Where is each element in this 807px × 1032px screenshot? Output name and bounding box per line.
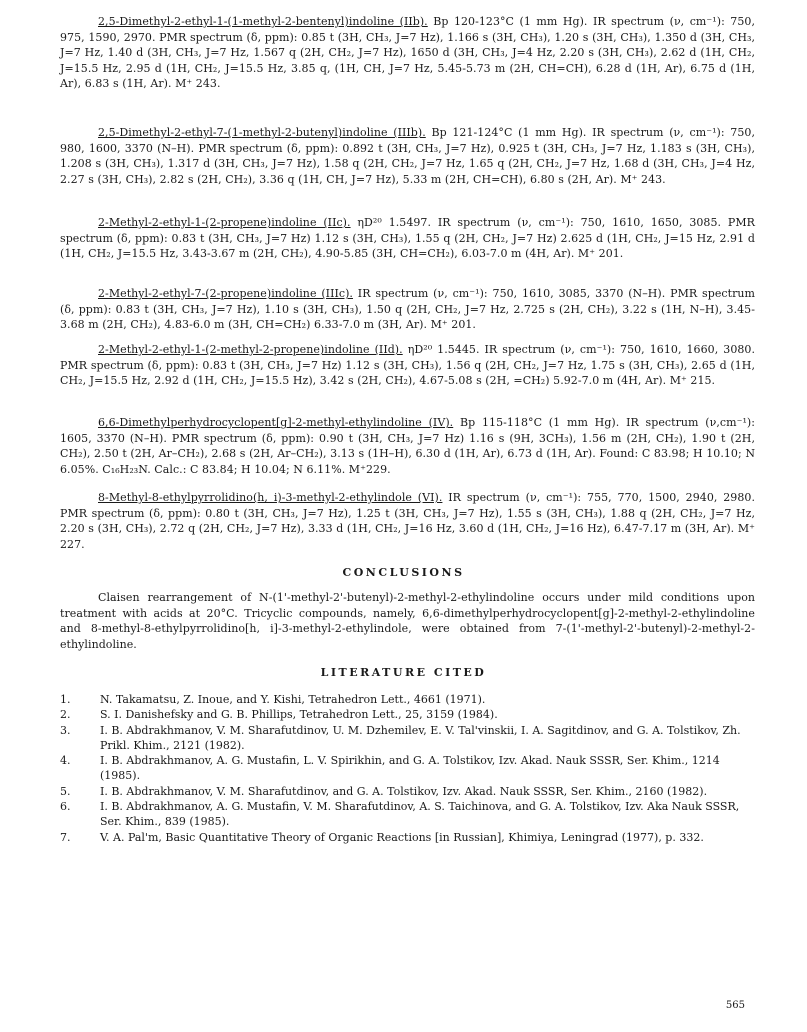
compound-name: 2-Methyl-2-ethyl-7-(2-propene)indoline (IIIc). (98, 287, 353, 300)
reference-text: I. B. Abdrakhmanov, A. G. Mustafin, L. V. Spirikhin, and G. A. Tolstikov, Izv. Akad. Nauk SSSR, Ser. Khim., 1214 (1985). (100, 754, 720, 783)
compound-paragraph-iiib (60, 125, 755, 187)
reference-text: I. B. Abdrakhmanov, A. G. Mustafin, V. M. Sharafutdinov, A. S. Taichinova, and G. A. Tolstikov, Izv. Aka Nauk SSSR, Ser. Khim., 839 (1985). (100, 800, 740, 829)
reference-number: 1. (60, 693, 71, 706)
compound-data: Bp 121-124°C (1 mm Hg). IR spectrum (ν, cm⁻¹): 750, 980, 1600, 3370 (N–H). PMR spectrum (δ, ppm): 0.892 t (3H, CH₃, J=7 Hz), 0.925 t (3H, CH₃, J=7 Hz, 1.183 s (3H, CH₃), 1.208 s (3H, CH₃), 1.317 d (3H, CH₃, J=7 Hz), 1.58 q (2H, CH₂, J=7 Hz, 1.65 q (2H, CH₂, J=7 Hz, 1.68 d (3H, CH₃, J=4 Hz, 2.27 s (3H, CH₃), 2.82 s (2H, CH₂), 3.36 q (1H, CH, J=7 Hz), 5.33 m (2H, CH=CH), 6.80 s (2H, Ar). M⁺ 243. (60, 126, 755, 186)
reference-item (60, 707, 760, 722)
reference-number: 6. (60, 800, 71, 814)
reference-item (60, 692, 760, 707)
compound-data: Bp 115-118°C (1 mm Hg). IR spectrum (ν,cm⁻¹): 1605, 3370 (N–H). PMR spectrum (δ, ppm): 0.90 t (3H, CH₃, J=7 Hz) 1.16 s (9H, 3CH₃), 1.56 m (2H, CH₂), 1.90 t (2H, CH₂), 2.50 t (2H, Ar–CH₂), 2.68 s (2H, Ar–CH₂), 3.13 s (1H–H), 6.30 d (1H, Ar), 6.73 d (1H, Ar). Found: C 83.98; H 10.10; N 6.05%. C₁₆H₂₃N. Calc.: C 83.84; H 10.04; N 6.11%. M⁺229. (60, 416, 755, 476)
compound-name: 6,6-Dimethylperhydrocyclopent[g]-2-methyl-ethylindoline (IV). (98, 416, 454, 429)
compound-name: 2-Methyl-2-ethyl-1-(2-methyl-2-propene)indoline (IId). (98, 343, 403, 356)
compound-paragraph-iiic (60, 286, 755, 333)
compound-paragraph-iic (60, 215, 755, 262)
reference-text: N. Takamatsu, Z. Inoue, and Y. Kishi, Tetrahedron Lett., 4661 (1971). (100, 693, 486, 706)
reference-text: I. B. Abdrakhmanov, V. M. Sharafutdinov, U. M. Dzhemilev, E. V. Tal'vinskii, I. A. Sagitdinov, and G. A. Tolstikov, Zh. Prikl. Khim., 2121 (1982). (100, 723, 741, 752)
compound-paragraph-vi (60, 490, 755, 552)
reference-number: 2. (60, 708, 71, 722)
conclusions-heading: CONCLUSIONS (342, 566, 465, 579)
compound-paragraph-iib (60, 14, 755, 92)
reference-number: 4. (60, 754, 71, 768)
compound-paragraph-iid (60, 342, 755, 389)
reference-number: 3. (60, 723, 71, 737)
compound-data: IR spectrum (ν, cm⁻¹): 750, 1610, 3085, 3370 (N–H). PMR spectrum (δ, ppm): 0.83 t (3H, CH₃, J=7 Hz), 1.10 s (3H, CH₃), 1.50 q (2H, CH₂, J=7 Hz, 2.725 s (2H, CH₂), 3.22 s (1H, N–H), 3.45-3.68 m (2H, CH₂), 4.83-6.0 m (3H, CH=CH₂) 6.33-7.0 m (3H, Ar). M⁺ 201. (60, 287, 755, 332)
reference-list (60, 692, 760, 845)
compound-data: IR spectrum (ν, cm⁻¹): 755, 770, 1500, 2940, 2980. PMR spectrum (δ, ppm): 0.80 t (3H, CH₃, J=7 Hz), 1.25 t (3H, CH₃, J=7 Hz), 1.55 s (3H, CH₃), 1.88 q (2H, CH₂, J=7 Hz, 2.20 s (3H, CH₃), 2.72 q (2H, CH₂, J=7 Hz), 3.33 d (1H, CH₂, J=16 Hz, 3.60 d (1H, CH₂, J=16 Hz), 6.47-7.17 m (3H, Ar). M⁺ 227. (60, 491, 755, 551)
reference-item (60, 799, 760, 830)
reference-item (60, 830, 760, 845)
reference-item (60, 784, 760, 799)
compound-data: ηD²⁰ 1.5497. IR spectrum (ν, cm⁻¹): 750, 1610, 1650, 3085. PMR spectrum (δ, ppm): 0.83 t (3H, CH₃, J=7 Hz) 1.12 s (3H, CH₃), 1.55 q (2H, CH₂, J=7 Hz) 2.625 d (1H, CH₂, J=15 Hz, 2.91 d (1H, CH₂, J=15.5 Hz, 3.43-3.67 m (2H, CH₂), 4.90-5.85 (3H, CH=CH₂), 6.03-7.0 m (4H, Ar). M⁺ 201. (60, 216, 756, 261)
compound-paragraph-iv (60, 415, 755, 477)
page-number: 565 (725, 1000, 745, 1011)
reference-item (60, 723, 760, 754)
reference-text: S. I. Danishefsky and G. B. Phillips, Tetrahedron Lett., 25, 3159 (1984). (100, 708, 498, 722)
compound-data: ηD²⁰ 1.5445. IR spectrum (ν, cm⁻¹): 750, 1610, 1660, 3080. PMR spectrum (δ, ppm): 0.83 t (3H, CH₃, J=7 Hz) 1.12 s (3H, CH₃), 1.56 q (2H, CH₂, J=7 Hz, 1.75 s (3H, CH₃), 2.65 d (1H, CH₂, J=15.5 Hz, 2.92 d (1H, CH₂, J=15.5 Hz), 3.42 s (2H, CH₂), 4.67-5.08 s (2H, =CH₂) 5.92-7.0 m (4H, Ar). M⁺ 215. (60, 343, 756, 388)
compound-name: 2,5-Dimethyl-2-ethyl-7-(1-methyl-2-butenyl)indoline (IIIb). (98, 126, 426, 139)
compound-name: 8-Methyl-8-ethylpyrrolidino(h, i)-3-methyl-2-ethylindole (VI). (98, 491, 443, 504)
compound-data: Bp 120-123°C (1 mm Hg). IR spectrum (ν, cm⁻¹): 750, 975, 1590, 2970. PMR spectrum (δ, ppm): 0.85 t (3H, CH₃, J=7 Hz), 1.166 s (3H, CH₃), 1.20 s (3H, CH₃), 1.350 d (3H, CH₃, J=7 Hz, 1.40 d (3H, CH₃, J=7 Hz, 1.567 q (2H, CH₂, J=7 Hz), 1650 d (3H, CH₃, J=4 Hz, 2.20 s (3H, CH₃), 2.62 d (1H, CH₂, J=15.5 Hz, 2.95 d (1H, CH₂, J=15.5 Hz, 3.85 q, (1H, CH, J=7 Hz, 5.45-5.73 m (2H, CH=CH), 6.28 d (1H, Ar), 6.75 d (1H, Ar), 6.83 s (1H, Ar). M⁺ 243. (60, 15, 756, 91)
literature-heading: LITERATURE CITED (320, 666, 487, 679)
compound-name: 2-Methyl-2-ethyl-1-(2-propene)indoline (IIc). (98, 216, 351, 229)
reference-text: V. A. Pal'm, Basic Quantitative Theory of Organic Reactions [in Russian], Khimiya, Leningrad (1977), p. 332. (100, 830, 704, 844)
reference-text: I. B. Abdrakhmanov, V. M. Sharafutdinov, and G. A. Tolstikov, Izv. Akad. Nauk SSSR, Ser. Khim., 2160 (1982). (100, 784, 708, 798)
reference-number: 5. (60, 784, 71, 798)
compound-name: 2,5-Dimethyl-2-ethyl-1-(1-methyl-2-bentenyl)indoline (IIb). (98, 15, 428, 28)
conclusions-text: Claisen rearrangement of N-(1'-methyl-2'-butenyl)-2-methyl-2-ethylindoline occurs under mild conditions upon treatment with acids at 20°C. Tricyclic compounds, namely, 6,6-dimethylperhydrocyclopent[g]-2-methyl-2-ethylindoline and 8-methyl-8-ethylpyrrolidino[h, i]-3-methyl-2-ethylindole, were obtained from 7-(1'-methyl-2'-butenyl)-2-methyl-2-ethylindoline. (60, 591, 755, 651)
reference-item (60, 753, 760, 784)
reference-number: 7. (60, 830, 71, 844)
